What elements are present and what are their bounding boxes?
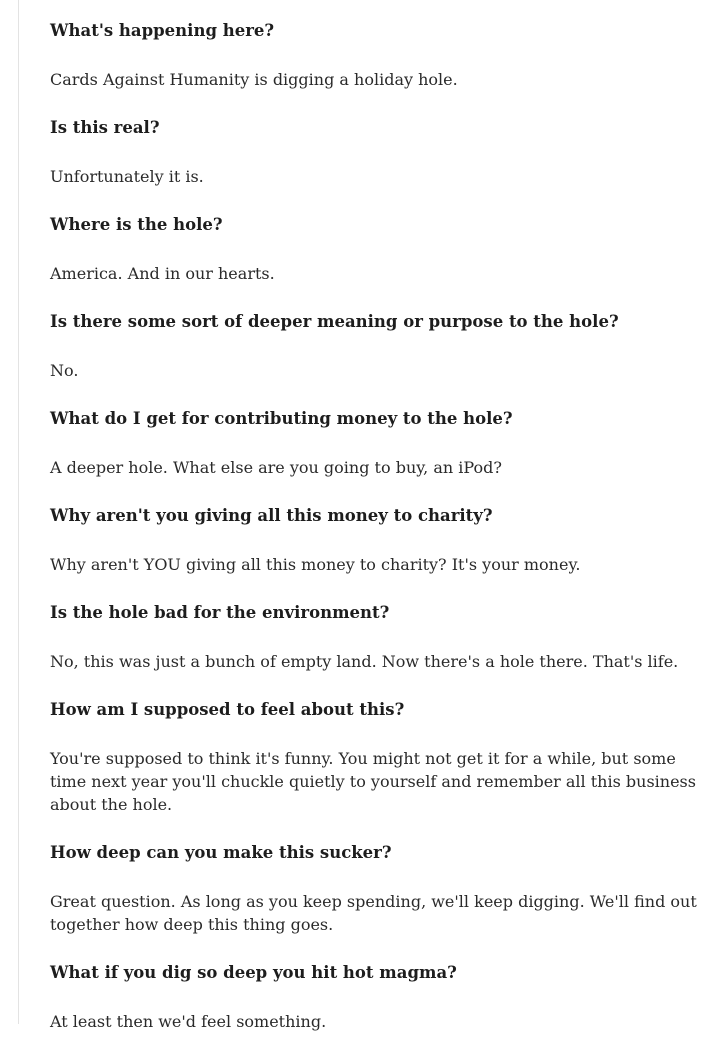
- faq-answer: Great question. As long as you keep spending, we'll keep digging. We'll find out together how deep this thing goes.: [50, 892, 697, 934]
- faq-question: Where is the hole?: [50, 215, 223, 234]
- faq-answer: You're supposed to think it's funny. You might not get it for a while, but some time next year you'll chuckle quietly to yourself and remember all this business about the hole.: [50, 749, 696, 814]
- faq-item: [50, 602, 710, 673]
- faq-answer: Unfortunately it is.: [50, 167, 204, 186]
- faq-item: [50, 408, 710, 479]
- faq-item: [50, 842, 710, 936]
- faq-answer: America. And in our hearts.: [50, 264, 275, 283]
- faq-question: How am I supposed to feel about this?: [50, 700, 405, 719]
- faq-question: Is there some sort of deeper meaning or purpose to the hole?: [50, 312, 619, 331]
- faq-question: What do I get for contributing money to the hole?: [50, 409, 513, 428]
- faq-item: [50, 699, 710, 816]
- faq-question: What if you dig so deep you hit hot magma?: [50, 963, 457, 982]
- faq-answer: Cards Against Humanity is digging a holiday hole.: [50, 70, 458, 89]
- faq-answer: A deeper hole. What else are you going to buy, an iPod?: [50, 458, 502, 477]
- faq-question: Why aren't you giving all this money to charity?: [50, 506, 493, 525]
- faq-answer: Why aren't YOU giving all this money to charity? It's your money.: [50, 555, 581, 574]
- faq-question: Is the hole bad for the environment?: [50, 603, 390, 622]
- faq-question: What's happening here?: [50, 21, 275, 40]
- left-divider: [18, 0, 19, 1024]
- faq-item: [50, 505, 710, 576]
- faq-item: [50, 962, 710, 1033]
- faq-question: Is this real?: [50, 118, 160, 137]
- faq-list: [50, 20, 710, 1059]
- faq-item: [50, 20, 710, 91]
- faq-answer: No.: [50, 361, 79, 380]
- faq-item: [50, 214, 710, 285]
- faq-answer: At least then we'd feel something.: [50, 1012, 327, 1031]
- faq-question: How deep can you make this sucker?: [50, 843, 392, 862]
- faq-item: [50, 117, 710, 188]
- faq-answer: No, this was just a bunch of empty land. Now there's a hole there. That's life.: [50, 652, 679, 671]
- faq-item: [50, 311, 710, 382]
